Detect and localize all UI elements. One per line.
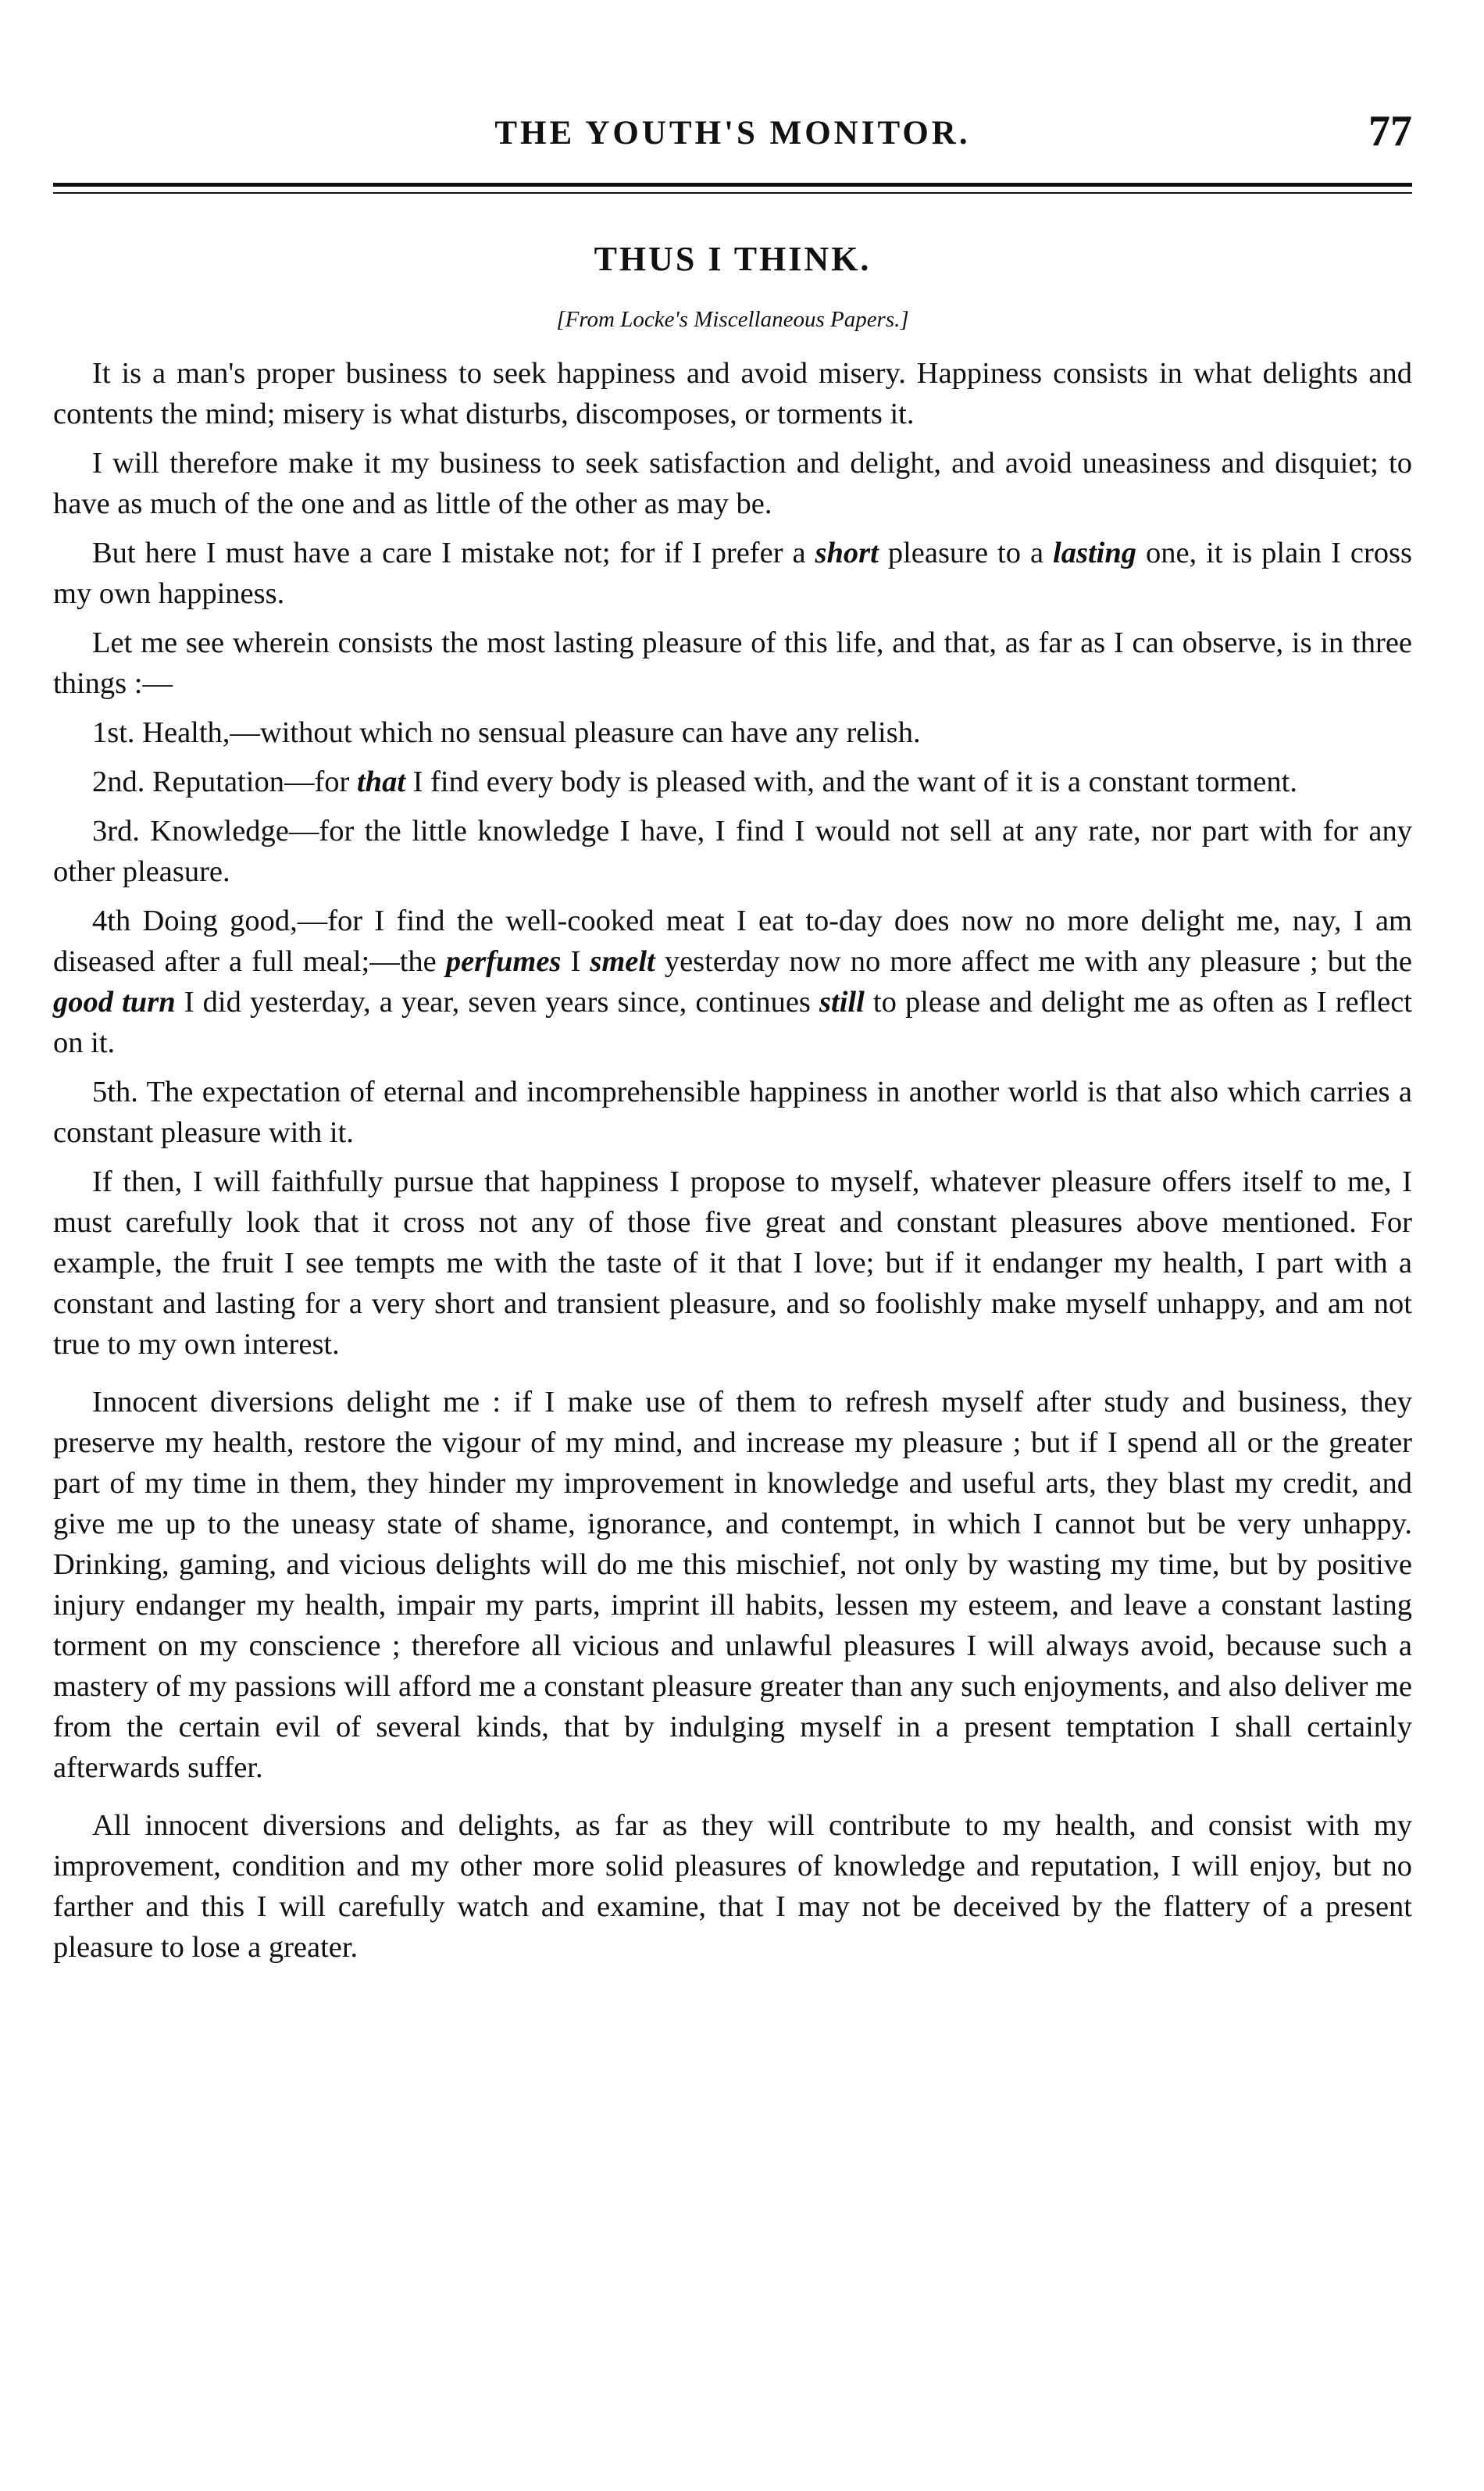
emphasis: still	[819, 986, 865, 1019]
emphasis: smelt	[590, 945, 655, 978]
paragraph: 3rd. Knowledge—for the little knowledge I have, I find I would not sell at any rate, nor part with for any other pleasure.	[53, 815, 1412, 888]
paragraph: If then, I will faithfully pursue that happiness I propose to myself, whatever pleasure offers itself to me, I must carefully look that it cross not any of those five great and constant pleasures above mentioned. For example, the fruit I see tempts me with the taste of it that I love; but if it endanger my health, I part with a constant and lasting for a very short and transient pleasure, and so foolishly make myself unhappy, and am not true to my own interest.	[53, 1165, 1412, 1361]
paragraph: All innocent diversions and delights, as far as they will contribute to my health, and consist with my improvement, condition and my other more solid pleasures of knowledge and reputation, I will enjoy, but no farther and this I will carefully watch and examine, that I may not be deceived by the flattery of a present pleasure to lose a greater.	[53, 1809, 1412, 1964]
emphasis: short	[815, 537, 879, 569]
emphasis: lasting	[1053, 537, 1136, 569]
header-rule-thin	[53, 192, 1412, 194]
paragraph: 5th. The expectation of eternal and incomprehensible happiness in another world is that also which carries a constant pleasure with it.	[53, 1076, 1412, 1149]
paragraph: It is a man's proper business to seek happiness and avoid misery. Happiness consists in what delights and contents the mind; misery is what disturbs, discomposes, or torments it.	[53, 357, 1412, 430]
paragraph: But here I must have a care I mistake not; for if I prefer a short pleasure to a lasting one, it is plain I cross my own happiness.	[53, 537, 1412, 610]
emphasis: good turn	[53, 986, 176, 1019]
emphasis: perfumes	[445, 945, 562, 978]
running-title: THE YOUTH'S MONITOR.	[494, 115, 971, 152]
article-source: [From Locke's Miscellaneous Papers.]	[556, 307, 909, 332]
header-rule-thick	[53, 183, 1412, 187]
paragraph: I will therefore make it my business to seek satisfaction and delight, and avoid uneasiness and disquiet; to have as much of the one and as little of the other as may be.	[53, 447, 1412, 520]
emphasis: that	[356, 766, 406, 798]
paragraph: Let me see wherein consists the most lasting pleasure of this life, and that, as far as I can observe, is in three things :—	[53, 626, 1412, 700]
paragraph: 4th Doing good,—for I find the well-cooked meat I eat to-day does now no more delight me, nay, I am diseased after a full meal;—the perfumes I smelt yesterday now no more affect me with any pleasure ; but the good turn I did yesterday, a year, seven years since, continues still to please and delight me as often as I reflect on it.	[53, 905, 1413, 1059]
article-body	[53, 353, 1412, 1968]
paragraph: 1st. Health,—without which no sensual pleasure can have any relish.	[92, 716, 921, 749]
book-page	[53, 102, 1412, 1976]
page-number: 77	[1368, 107, 1412, 155]
paragraph: Innocent diversions delight me : if I make use of them to refresh myself after study and business, they preserve my health, restore the vigour of my mind, and increase my pleasure ; but if I spend all or the greater part of my time in them, they hinder my improvement in knowledge and useful arts, they blast my credit, and give me up to the uneasy state of shame, ignorance, and contempt, in which I cannot but be very unhappy. Drinking, gaming, and vicious delights will do me this mischief, not only by wasting my time, but by positive injury endanger my health, impair my parts, imprint ill habits, lessen my esteem, and leave a constant lasting torment on my conscience ; therefore all vicious and unlawful pleasures I will always avoid, because such a mastery of my passions will afford me a constant pleasure greater than any such enjoyments, and also deliver me from the certain evil of several kinds, that by indulging myself in a present temptation I shall certainly afterwards suffer.	[53, 1386, 1412, 1784]
article-title: THUS I THINK.	[594, 240, 872, 278]
paragraph: 2nd. Reputation—for that I find every body is pleased with, and the want of it is a constant torment.	[92, 766, 1297, 798]
running-header	[53, 102, 1412, 164]
